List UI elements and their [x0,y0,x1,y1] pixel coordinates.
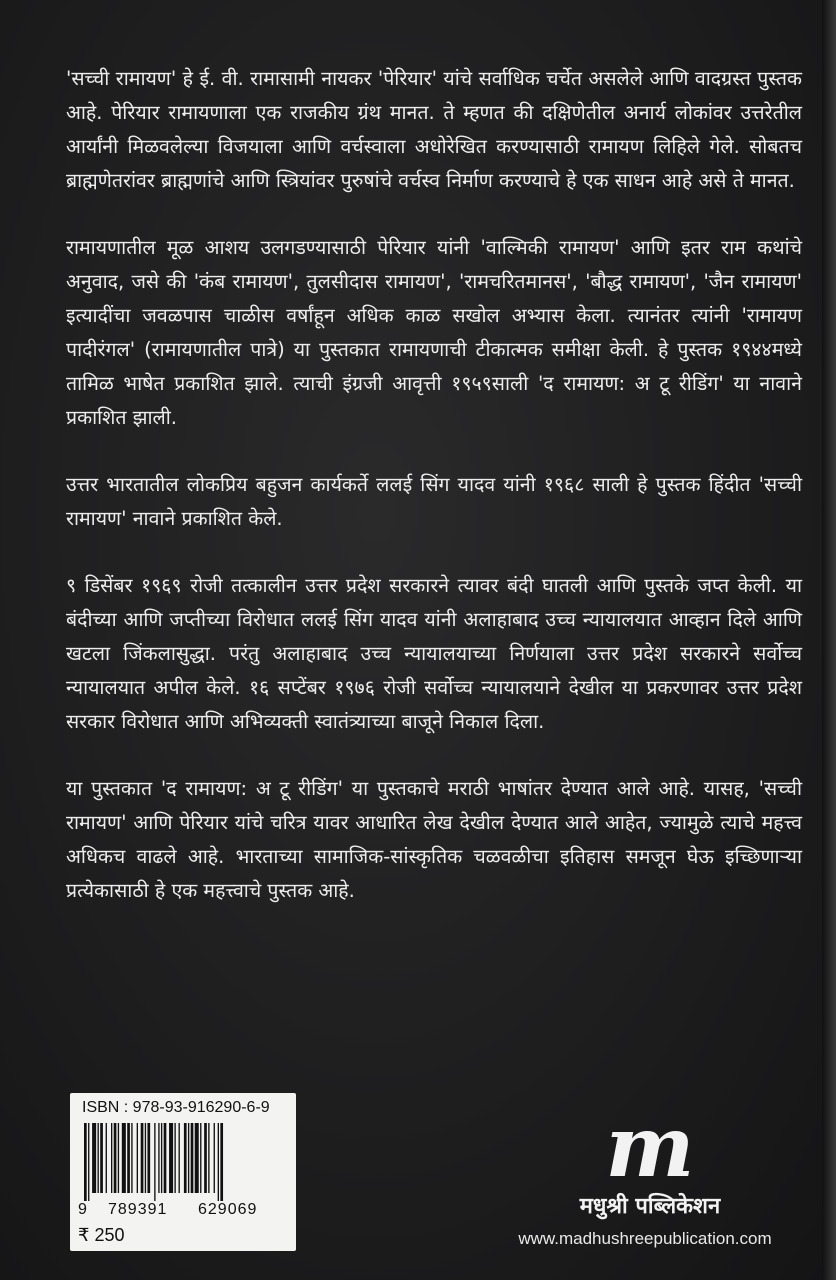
barcode-bar [88,1123,89,1201]
barcode-bar [84,1123,87,1201]
isbn-label: ISBN : 978-93-916290-6-9 [82,1099,270,1116]
blurb-paragraph-5: या पुस्तकात 'द रामायण: अ टू रीडिंग' या पुस्तकाचे मराठी भाषांतर देण्यात आले आहे. यासह, 'सच्ची रामायण' आणि पेरियार यांचे चरित्र यावर आधारित लेख देखील देण्यात आले आहेत, ज्यामुळे त्याचे महत्त्व अधिकच वाढले आहे. भारताच्या सामाजिक-सांस्कृतिक चळवळीचा इतिहास समजून घेऊ इच्छिणाऱ्या प्रत्येकासाठी हे एक महत्त्वाचे पुस्तक आहे. [66,777,802,902]
price-label: ₹ 250 [78,1225,125,1245]
barcode-bar [141,1123,144,1193]
barcode-bar [169,1123,173,1193]
barcode-bar [158,1123,159,1193]
barcode-bar [106,1123,107,1193]
barcode-bar [214,1123,215,1193]
barcode-bar [179,1123,180,1193]
barcode-panel [70,1093,296,1251]
barcode-bar [118,1123,119,1193]
barcode-bar [208,1123,209,1193]
barcode-bar [131,1123,132,1193]
barcode-bar [100,1123,103,1193]
barcode-digit-first: 9 [78,1201,88,1218]
blurb-paragraph-3: उत्तर भारतातील लोकप्रिय बहुजन कार्यकर्ते ललई सिंग यादव यांनी १९६८ साली हे पुस्तक हिंदीत 'सच्ची रामायण' नावाने प्रकाशित केले. [66,473,802,530]
barcode-bar [122,1123,126,1193]
barcode-bar [188,1123,189,1193]
barcode-bar [111,1123,112,1193]
barcode-bar [147,1123,150,1193]
barcode-bar [145,1123,146,1193]
barcode-bar [220,1123,223,1201]
barcode-bar [154,1123,155,1201]
blurb-text [66,62,802,941]
publisher-logo [600,1108,700,1188]
blurb-paragraph-2: रामायणातील मूळ आशय उलगडण्यासाठी पेरियार यांनी 'वाल्मिकी रामायण' आणि इतर राम कथांचे अनुवाद, जसे की 'कंब रामायण', तुलसीदास रामायण', 'रामचरितमानस', 'बौद्ध रामायण', 'जैन रामायण' इत्यादींचा जवळपास चाळीस वर्षांहून अधिक काळ सखोल अभ्यास केला. त्यानंतर त्यांनी 'रामायण पादीरंगल' (रामायणातील पात्रे) या पुस्तकात रामायणाची टीकात्मक समीक्षा केली. हे पुस्तक १९४४मध्ये तामिळ भाषेत प्रकाशित झाले. त्याची इंग्रजी आवृत्ती १९५९साली 'द रामायण: अ टू रीडिंग' या नावाने प्रकाशित झाली. [66,236,802,429]
barcode-bar [127,1123,130,1193]
publisher-website: www.madhushreepublication.com [518,1229,772,1248]
barcode-bar [98,1123,99,1193]
barcode-bar [184,1123,187,1193]
barcode-bar [204,1123,207,1193]
blurb-paragraph-1: 'सच्ची रामायण' हे ई. वी. रामासामी नायकर 'पेरियार' यांचे सर्वाधिक चर्चेत असलेले आणि वादग्रस्त पुस्तक आहे. पेरियार रामायणाला एक राजकीय ग्रंथ मानत. ते म्हणत की दक्षिणेतील अनार्य लोकांवर उत्तरेतील आर्यांनी मिळवलेल्या विजयाला आणि वर्चस्वाला अधोरेखित करण्यासाठी रामायण लिहिले गेले. सोबतच ब्राह्मणेतरांवर ब्राह्मणांचे आणि स्त्रियांवर पुरुषांचे वर्चस्व निर्माण करण्याचे हे एक साधन आहे असे ते मानत. [66,67,802,192]
barcode-bar [164,1123,167,1193]
barcode-bar [174,1123,175,1193]
logo-letter: m [605,1108,695,1188]
barcode-bar [161,1123,162,1193]
blurb-paragraph-4: ९ डिसेंबर १९६९ रोजी तत्कालीन उत्तर प्रदेश सरकारने त्यावर बंदी घातली आणि पुस्तके जप्त केली. या बंदीच्या आणि जप्तीच्या विरोधात ललई सिंग यादव यांनी अलाहाबाद उच्च न्यायालयात आव्हान दिले आणि खटला जिंकलासुद्धा. परंतु अलाहाबाद उच्च न्यायालयाच्या निर्णयाला उत्तर प्रदेश सरकारने सर्वोच्च न्यायालयात अपील केले. १६ सप्टेंबर १९७६ रोजी सर्वोच्च न्यायालयाने देखील या प्रकरणावर उत्तर प्रदेश सरकार विरोधात आणि अभिव्यक्ती स्वातंत्र्याच्या बाजूने निकाल दिला. [66,574,802,733]
barcode-bar [191,1123,194,1193]
barcode-bar [114,1123,117,1193]
barcode-digits-right: 629069 [198,1201,258,1218]
spine-edge [822,0,836,1280]
barcode-digits-left: 789391 [108,1201,168,1218]
publisher-name: मधुश्री पब्लिकेशन [579,1194,721,1219]
barcode-bar [92,1123,96,1193]
barcode-bar [218,1123,219,1201]
barcode-bars [80,1123,286,1201]
barcode-bar [195,1123,199,1193]
barcode-bar [200,1123,201,1193]
barcode-bar [137,1123,138,1193]
